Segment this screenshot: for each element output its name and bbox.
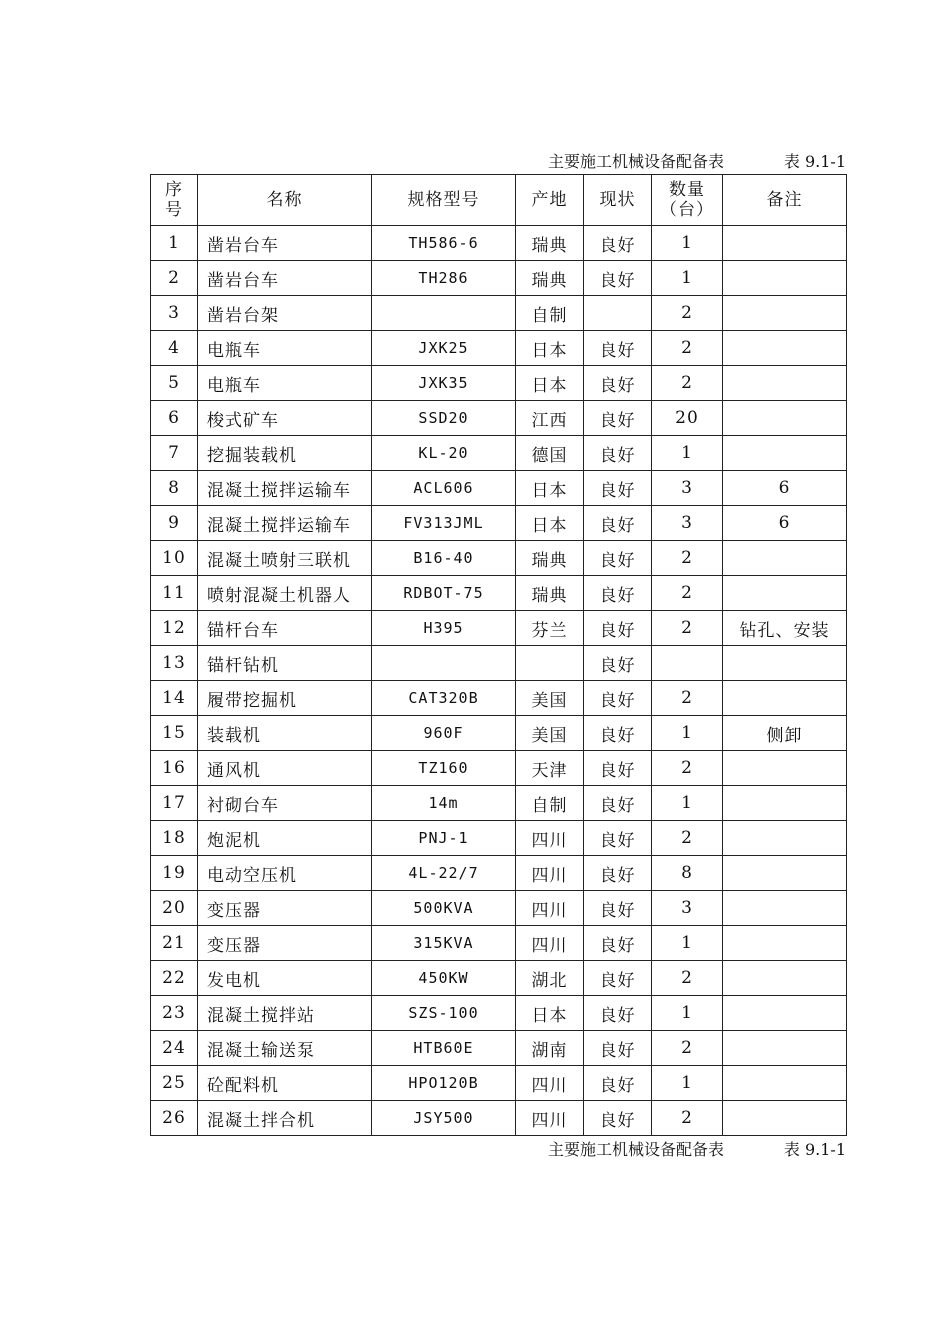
- cell-origin: [516, 646, 584, 681]
- cell-name: 凿岩台车: [198, 226, 372, 261]
- table-row: [151, 296, 847, 331]
- cell-origin: 日本: [516, 506, 584, 541]
- cell-origin: 瑞典: [516, 576, 584, 611]
- cell-condition: 良好: [584, 436, 652, 471]
- cell-remark: [723, 436, 847, 471]
- cell-condition: 良好: [584, 821, 652, 856]
- cell-condition: 良好: [584, 576, 652, 611]
- cell-condition: 良好: [584, 366, 652, 401]
- table-row: [151, 996, 847, 1031]
- header-origin: 产地: [516, 175, 584, 226]
- header-seq-line2: 号: [165, 200, 183, 220]
- cell-spec: 500KVA: [372, 891, 516, 926]
- cell-condition: 良好: [584, 751, 652, 786]
- cell-name: 发电机: [198, 961, 372, 996]
- cell-name: 电动空压机: [198, 856, 372, 891]
- cell-spec: KL-20: [372, 436, 516, 471]
- cell-origin: 四川: [516, 926, 584, 961]
- cell-seq: 3: [151, 296, 198, 331]
- cell-origin: 湖北: [516, 961, 584, 996]
- table-title: 主要施工机械设备配备表: [548, 1140, 725, 1159]
- cell-name: 砼配料机: [198, 1066, 372, 1101]
- cell-condition: 良好: [584, 261, 652, 296]
- cell-remark: [723, 331, 847, 366]
- cell-qty: 2: [652, 681, 723, 716]
- cell-name: 锚杆钻机: [198, 646, 372, 681]
- cell-qty: 1: [652, 436, 723, 471]
- cell-name: 梭式矿车: [198, 401, 372, 436]
- cell-spec: TH286: [372, 261, 516, 296]
- cell-qty: 2: [652, 576, 723, 611]
- cell-origin: 瑞典: [516, 261, 584, 296]
- cell-seq: 21: [151, 926, 198, 961]
- table-row: [151, 366, 847, 401]
- equipment-table: [150, 174, 847, 1136]
- cell-name: 变压器: [198, 926, 372, 961]
- cell-remark: [723, 1031, 847, 1066]
- cell-spec: [372, 646, 516, 681]
- cell-condition: 良好: [584, 471, 652, 506]
- table-row: [151, 611, 847, 646]
- cell-condition: [584, 296, 652, 331]
- cell-seq: 18: [151, 821, 198, 856]
- cell-qty: 2: [652, 296, 723, 331]
- cell-qty: 1: [652, 261, 723, 296]
- cell-condition: 良好: [584, 646, 652, 681]
- cell-remark: 6: [723, 471, 847, 506]
- cell-remark: 钻孔、安装: [723, 611, 847, 646]
- header-qty: [652, 175, 723, 226]
- table-row: [151, 751, 847, 786]
- cell-seq: 26: [151, 1101, 198, 1136]
- cell-seq: 11: [151, 576, 198, 611]
- cell-origin: 美国: [516, 716, 584, 751]
- cell-seq: 19: [151, 856, 198, 891]
- table-number: 表 9.1-1: [783, 1140, 846, 1159]
- cell-condition: 良好: [584, 926, 652, 961]
- cell-name: 混凝土搅拌站: [198, 996, 372, 1031]
- cell-spec: SSD20: [372, 401, 516, 436]
- cell-qty: 2: [652, 331, 723, 366]
- cell-condition: 良好: [584, 681, 652, 716]
- cell-remark: [723, 1101, 847, 1136]
- cell-remark: [723, 261, 847, 296]
- cell-condition: 良好: [584, 331, 652, 366]
- header-remark: 备注: [723, 175, 847, 226]
- cell-qty: 2: [652, 821, 723, 856]
- cell-origin: 四川: [516, 1066, 584, 1101]
- cell-qty: 2: [652, 751, 723, 786]
- cell-name: 变压器: [198, 891, 372, 926]
- cell-spec: TH586-6: [372, 226, 516, 261]
- table-caption-top: [150, 151, 846, 173]
- table-row: [151, 961, 847, 996]
- cell-spec: JSY500: [372, 1101, 516, 1136]
- cell-remark: [723, 646, 847, 681]
- cell-seq: 16: [151, 751, 198, 786]
- cell-seq: 13: [151, 646, 198, 681]
- cell-seq: 9: [151, 506, 198, 541]
- header-qty-line1: 数量: [669, 180, 705, 200]
- cell-name: 衬砌台车: [198, 786, 372, 821]
- cell-name: 混凝土拌合机: [198, 1101, 372, 1136]
- cell-remark: [723, 961, 847, 996]
- cell-qty: 2: [652, 611, 723, 646]
- cell-seq: 10: [151, 541, 198, 576]
- cell-origin: 湖南: [516, 1031, 584, 1066]
- cell-remark: [723, 366, 847, 401]
- header-name: 名称: [198, 175, 372, 226]
- cell-spec: HTB60E: [372, 1031, 516, 1066]
- cell-seq: 20: [151, 891, 198, 926]
- cell-name: 挖掘装载机: [198, 436, 372, 471]
- cell-condition: 良好: [584, 961, 652, 996]
- cell-qty: 3: [652, 506, 723, 541]
- cell-remark: [723, 786, 847, 821]
- table-row: [151, 926, 847, 961]
- cell-spec: B16-40: [372, 541, 516, 576]
- table-caption-bottom: [150, 1139, 846, 1161]
- cell-remark: [723, 856, 847, 891]
- header-qty-line2: （台）: [660, 200, 714, 220]
- table-number: 表 9.1-1: [783, 152, 846, 171]
- cell-name: 电瓶车: [198, 331, 372, 366]
- cell-origin: 自制: [516, 296, 584, 331]
- cell-condition: 良好: [584, 1066, 652, 1101]
- cell-remark: [723, 891, 847, 926]
- cell-remark: [723, 296, 847, 331]
- cell-condition: 良好: [584, 401, 652, 436]
- cell-seq: 8: [151, 471, 198, 506]
- cell-condition: 良好: [584, 1101, 652, 1136]
- cell-condition: 良好: [584, 1031, 652, 1066]
- cell-condition: 良好: [584, 716, 652, 751]
- cell-seq: 6: [151, 401, 198, 436]
- cell-qty: 1: [652, 716, 723, 751]
- table-row: [151, 681, 847, 716]
- cell-spec: ACL606: [372, 471, 516, 506]
- cell-qty: 2: [652, 366, 723, 401]
- cell-seq: 7: [151, 436, 198, 471]
- table-body: [151, 226, 847, 1136]
- cell-qty: 2: [652, 1101, 723, 1136]
- cell-origin: 美国: [516, 681, 584, 716]
- cell-origin: 自制: [516, 786, 584, 821]
- cell-spec: FV313JML: [372, 506, 516, 541]
- table-row: [151, 331, 847, 366]
- cell-seq: 4: [151, 331, 198, 366]
- cell-remark: [723, 681, 847, 716]
- cell-name: 凿岩台车: [198, 261, 372, 296]
- cell-qty: 1: [652, 786, 723, 821]
- cell-seq: 24: [151, 1031, 198, 1066]
- cell-origin: 四川: [516, 856, 584, 891]
- cell-name: 混凝土输送泵: [198, 1031, 372, 1066]
- table-row: [151, 506, 847, 541]
- cell-spec: SZS-100: [372, 996, 516, 1031]
- table-row: [151, 821, 847, 856]
- table-row: [151, 471, 847, 506]
- cell-remark: [723, 541, 847, 576]
- cell-remark: 6: [723, 506, 847, 541]
- table-row: [151, 576, 847, 611]
- cell-qty: [652, 646, 723, 681]
- cell-name: 混凝土喷射三联机: [198, 541, 372, 576]
- cell-remark: [723, 751, 847, 786]
- table-row: [151, 891, 847, 926]
- cell-origin: 四川: [516, 821, 584, 856]
- cell-spec: 4L-22/7: [372, 856, 516, 891]
- table-row: [151, 541, 847, 576]
- cell-spec: PNJ-1: [372, 821, 516, 856]
- cell-spec: H395: [372, 611, 516, 646]
- cell-origin: 日本: [516, 471, 584, 506]
- cell-origin: 瑞典: [516, 226, 584, 261]
- cell-qty: 1: [652, 996, 723, 1031]
- cell-spec: 960F: [372, 716, 516, 751]
- table-row: [151, 856, 847, 891]
- cell-name: 履带挖掘机: [198, 681, 372, 716]
- cell-spec: JXK35: [372, 366, 516, 401]
- cell-seq: 22: [151, 961, 198, 996]
- cell-name: 锚杆台车: [198, 611, 372, 646]
- cell-remark: [723, 1066, 847, 1101]
- cell-spec: RDBOT-75: [372, 576, 516, 611]
- table-row: [151, 1101, 847, 1136]
- cell-spec: [372, 296, 516, 331]
- cell-condition: 良好: [584, 611, 652, 646]
- cell-qty: 1: [652, 226, 723, 261]
- cell-seq: 17: [151, 786, 198, 821]
- cell-name: 凿岩台架: [198, 296, 372, 331]
- cell-name: 通风机: [198, 751, 372, 786]
- table-row: [151, 716, 847, 751]
- cell-spec: CAT320B: [372, 681, 516, 716]
- cell-remark: [723, 576, 847, 611]
- table-title: 主要施工机械设备配备表: [548, 152, 725, 171]
- header-row: [151, 175, 847, 226]
- cell-seq: 5: [151, 366, 198, 401]
- cell-qty: 8: [652, 856, 723, 891]
- table-row: [151, 436, 847, 471]
- cell-origin: 日本: [516, 996, 584, 1031]
- cell-spec: JXK25: [372, 331, 516, 366]
- cell-qty: 2: [652, 541, 723, 576]
- cell-condition: 良好: [584, 506, 652, 541]
- cell-spec: 315KVA: [372, 926, 516, 961]
- cell-qty: 1: [652, 926, 723, 961]
- cell-origin: 日本: [516, 331, 584, 366]
- cell-spec: HPO120B: [372, 1066, 516, 1101]
- cell-seq: 14: [151, 681, 198, 716]
- cell-origin: 江西: [516, 401, 584, 436]
- table-header: [151, 175, 847, 226]
- table-row: [151, 261, 847, 296]
- cell-qty: 3: [652, 471, 723, 506]
- cell-condition: 良好: [584, 856, 652, 891]
- cell-condition: 良好: [584, 541, 652, 576]
- cell-remark: 侧卸: [723, 716, 847, 751]
- cell-seq: 1: [151, 226, 198, 261]
- cell-qty: 2: [652, 1031, 723, 1066]
- cell-name: 电瓶车: [198, 366, 372, 401]
- cell-name: 装载机: [198, 716, 372, 751]
- cell-origin: 德国: [516, 436, 584, 471]
- cell-spec: TZ160: [372, 751, 516, 786]
- header-seq-line1: 序: [165, 180, 183, 200]
- table-row: [151, 646, 847, 681]
- cell-name: 炮泥机: [198, 821, 372, 856]
- cell-qty: 20: [652, 401, 723, 436]
- cell-seq: 12: [151, 611, 198, 646]
- table-row: [151, 226, 847, 261]
- cell-origin: 芬兰: [516, 611, 584, 646]
- cell-origin: 日本: [516, 366, 584, 401]
- cell-remark: [723, 926, 847, 961]
- cell-origin: 天津: [516, 751, 584, 786]
- header-spec: 规格型号: [372, 175, 516, 226]
- cell-name: 喷射混凝土机器人: [198, 576, 372, 611]
- table-row: [151, 786, 847, 821]
- cell-seq: 25: [151, 1066, 198, 1101]
- table-row: [151, 1066, 847, 1101]
- table-row: [151, 401, 847, 436]
- cell-seq: 15: [151, 716, 198, 751]
- cell-origin: 四川: [516, 1101, 584, 1136]
- cell-qty: 3: [652, 891, 723, 926]
- cell-spec: 450KW: [372, 961, 516, 996]
- header-seq: [151, 175, 198, 226]
- cell-condition: 良好: [584, 786, 652, 821]
- table-row: [151, 1031, 847, 1066]
- cell-condition: 良好: [584, 996, 652, 1031]
- cell-qty: 1: [652, 1066, 723, 1101]
- cell-remark: [723, 401, 847, 436]
- cell-seq: 23: [151, 996, 198, 1031]
- header-condition: 现状: [584, 175, 652, 226]
- cell-condition: 良好: [584, 226, 652, 261]
- cell-origin: 瑞典: [516, 541, 584, 576]
- cell-remark: [723, 996, 847, 1031]
- cell-name: 混凝土搅拌运输车: [198, 506, 372, 541]
- cell-remark: [723, 821, 847, 856]
- cell-origin: 四川: [516, 891, 584, 926]
- cell-qty: 2: [652, 961, 723, 996]
- cell-remark: [723, 226, 847, 261]
- cell-spec: 14m: [372, 786, 516, 821]
- cell-condition: 良好: [584, 891, 652, 926]
- cell-seq: 2: [151, 261, 198, 296]
- cell-name: 混凝土搅拌运输车: [198, 471, 372, 506]
